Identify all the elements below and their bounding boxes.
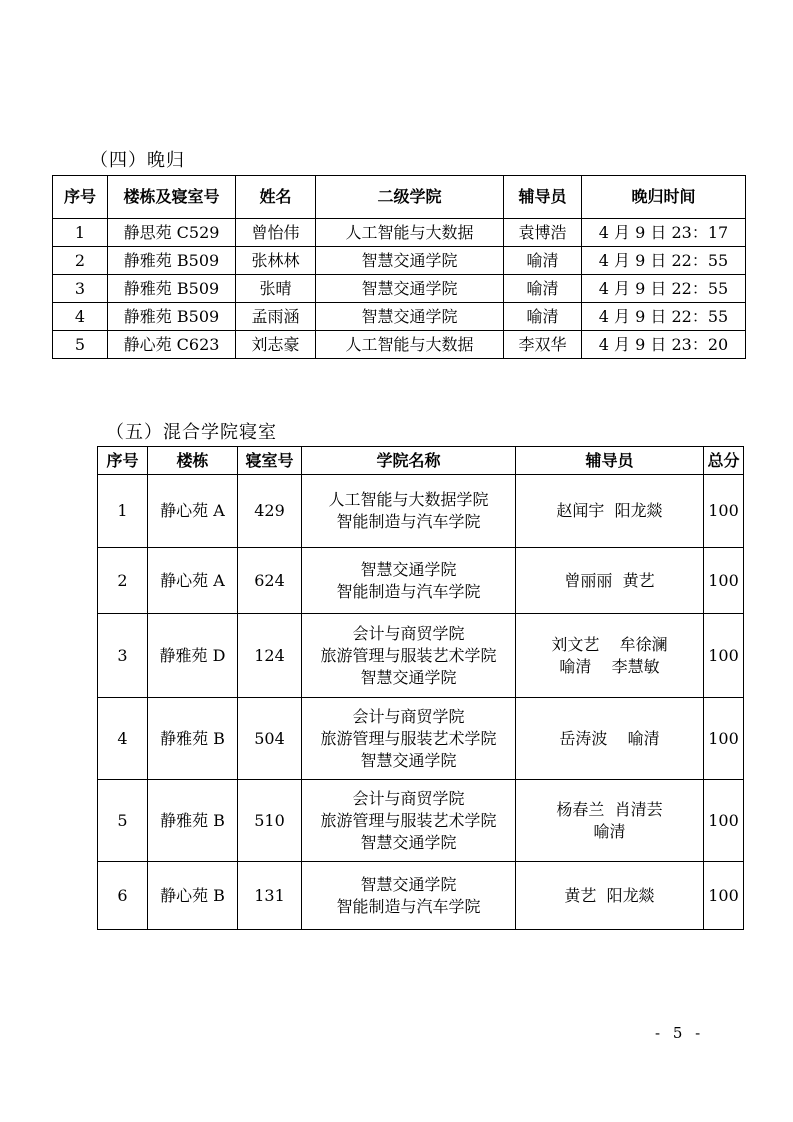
colleges-cell — [302, 698, 516, 780]
building-cell: 静心苑 A — [148, 475, 238, 548]
college-line: 智慧交通学院 — [360, 750, 457, 770]
late-time-cell: 4 月 9 日 23：20 — [582, 331, 746, 359]
late-time-cell: 4 月 9 日 22：55 — [582, 247, 746, 275]
room-cell: 429 — [238, 475, 302, 548]
building-cell: 静心苑 A — [148, 548, 238, 614]
counselor-line: 喻清 李慧敏 — [559, 656, 660, 676]
dorm-cell: 静心苑 C623 — [108, 331, 236, 359]
late-time-cell: 4 月 9 日 22：55 — [582, 303, 746, 331]
building-cell: 静雅苑 D — [148, 614, 238, 698]
section4-title: （四）晚归 — [90, 150, 185, 171]
college-cell: 智慧交通学院 — [316, 303, 504, 331]
table-row — [53, 275, 746, 303]
college-line: 会计与商贸学院 — [352, 788, 465, 808]
college-line: 旅游管理与服装艺术学院 — [320, 810, 497, 830]
counselors-cell — [516, 862, 704, 930]
college-line: 智慧交通学院 — [360, 832, 457, 852]
college-line: 智慧交通学院 — [360, 667, 457, 687]
college-line: 会计与商贸学院 — [352, 623, 465, 643]
header-cell: 学院名称 — [302, 447, 516, 475]
student-name-cell: 张晴 — [236, 275, 316, 303]
table-row — [53, 331, 746, 359]
row-number-cell: 3 — [98, 614, 148, 698]
header-cell: 楼栋及寝室号 — [108, 176, 236, 219]
college-cell: 智慧交通学院 — [316, 247, 504, 275]
score-cell: 100 — [704, 862, 744, 930]
row-number-cell: 4 — [53, 303, 108, 331]
college-line: 旅游管理与服装艺术学院 — [320, 728, 497, 748]
row-number-cell: 2 — [53, 247, 108, 275]
header-cell: 总分 — [704, 447, 744, 475]
row-number-cell: 4 — [98, 698, 148, 780]
header-cell: 辅导员 — [504, 176, 582, 219]
college-line: 会计与商贸学院 — [352, 706, 465, 726]
counselor-cell: 袁博浩 — [504, 219, 582, 247]
dorm-cell: 静雅苑 B509 — [108, 275, 236, 303]
counselors-cell — [516, 475, 704, 548]
room-cell: 131 — [238, 862, 302, 930]
header-cell: 姓名 — [236, 176, 316, 219]
college-line: 智能制造与汽车学院 — [336, 581, 481, 601]
student-name-cell: 曾怡伟 — [236, 219, 316, 247]
header-cell: 二级学院 — [316, 176, 504, 219]
score-cell: 100 — [704, 698, 744, 780]
header-cell: 序号 — [53, 176, 108, 219]
mixed-college-dorm-table — [97, 446, 744, 930]
dorm-cell: 静思苑 C529 — [108, 219, 236, 247]
colleges-cell — [302, 862, 516, 930]
counselor-cell: 喻清 — [504, 303, 582, 331]
table-row — [98, 698, 744, 780]
header-cell: 寝室号 — [238, 447, 302, 475]
row-number-cell: 5 — [53, 331, 108, 359]
row-number-cell: 3 — [53, 275, 108, 303]
college-line: 智能制造与汽车学院 — [336, 512, 481, 531]
counselors-cell — [516, 698, 704, 780]
header-cell: 楼栋 — [148, 447, 238, 475]
table-row — [98, 548, 744, 614]
counselors-cell — [516, 780, 704, 862]
room-cell: 624 — [238, 548, 302, 614]
counselor-line: 岳涛波 喻清 — [559, 728, 660, 748]
college-line: 旅游管理与服装艺术学院 — [320, 645, 497, 665]
score-cell: 100 — [704, 475, 744, 548]
row-number-cell: 1 — [53, 219, 108, 247]
dorm-cell: 静雅苑 B509 — [108, 247, 236, 275]
section5-title: （五）混合学院寝室 — [106, 422, 277, 443]
table-row — [98, 862, 744, 930]
college-line: 智慧交通学院 — [360, 874, 457, 894]
score-cell: 100 — [704, 780, 744, 862]
table-row — [98, 614, 744, 698]
late-return-table — [52, 175, 746, 359]
page-number: - 5 - — [655, 1024, 705, 1042]
late-return-header-row — [53, 176, 746, 219]
building-cell: 静雅苑 B — [148, 780, 238, 862]
row-number-cell: 1 — [98, 475, 148, 548]
late-time-cell: 4 月 9 日 23：17 — [582, 219, 746, 247]
counselors-cell — [516, 614, 704, 698]
table-row — [53, 247, 746, 275]
header-cell: 序号 — [98, 447, 148, 475]
row-number-cell: 5 — [98, 780, 148, 862]
row-number-cell: 2 — [98, 548, 148, 614]
colleges-cell — [302, 614, 516, 698]
header-cell: 晚归时间 — [582, 176, 746, 219]
college-cell: 人工智能与大数据 — [316, 331, 504, 359]
room-cell: 510 — [238, 780, 302, 862]
late-time-cell: 4 月 9 日 22：55 — [582, 275, 746, 303]
student-name-cell: 孟雨涵 — [236, 303, 316, 331]
table-row — [98, 475, 744, 548]
building-cell: 静心苑 B — [148, 862, 238, 930]
counselor-line: 喻清 — [593, 821, 626, 841]
dorm-cell: 静雅苑 B509 — [108, 303, 236, 331]
room-cell: 504 — [238, 698, 302, 780]
building-cell: 静雅苑 B — [148, 698, 238, 780]
counselor-line: 黄艺 阳龙燚 — [564, 885, 655, 905]
mixed-dorm-header-row — [98, 447, 744, 475]
college-cell: 智慧交通学院 — [316, 275, 504, 303]
colleges-cell — [302, 475, 516, 548]
counselor-cell: 李双华 — [504, 331, 582, 359]
table-row — [53, 303, 746, 331]
room-cell: 124 — [238, 614, 302, 698]
row-number-cell: 6 — [98, 862, 148, 930]
counselor-line: 赵闻宇 阳龙燚 — [556, 501, 663, 520]
table-row — [53, 219, 746, 247]
student-name-cell: 张林林 — [236, 247, 316, 275]
counselor-cell: 喻清 — [504, 247, 582, 275]
colleges-cell — [302, 548, 516, 614]
score-cell: 100 — [704, 548, 744, 614]
counselor-cell: 喻清 — [504, 275, 582, 303]
colleges-cell — [302, 780, 516, 862]
college-cell: 人工智能与大数据 — [316, 219, 504, 247]
score-cell: 100 — [704, 614, 744, 698]
college-line: 智能制造与汽车学院 — [336, 896, 481, 916]
counselor-line: 曾丽丽 黄艺 — [564, 570, 655, 590]
header-cell: 辅导员 — [516, 447, 704, 475]
table-row — [98, 780, 744, 862]
counselors-cell — [516, 548, 704, 614]
college-line: 智慧交通学院 — [360, 559, 457, 579]
counselor-line: 刘文艺 牟徐澜 — [551, 634, 668, 654]
student-name-cell: 刘志豪 — [236, 331, 316, 359]
counselor-line: 杨春兰 肖清芸 — [556, 799, 663, 819]
college-line: 人工智能与大数据学院 — [328, 490, 489, 509]
